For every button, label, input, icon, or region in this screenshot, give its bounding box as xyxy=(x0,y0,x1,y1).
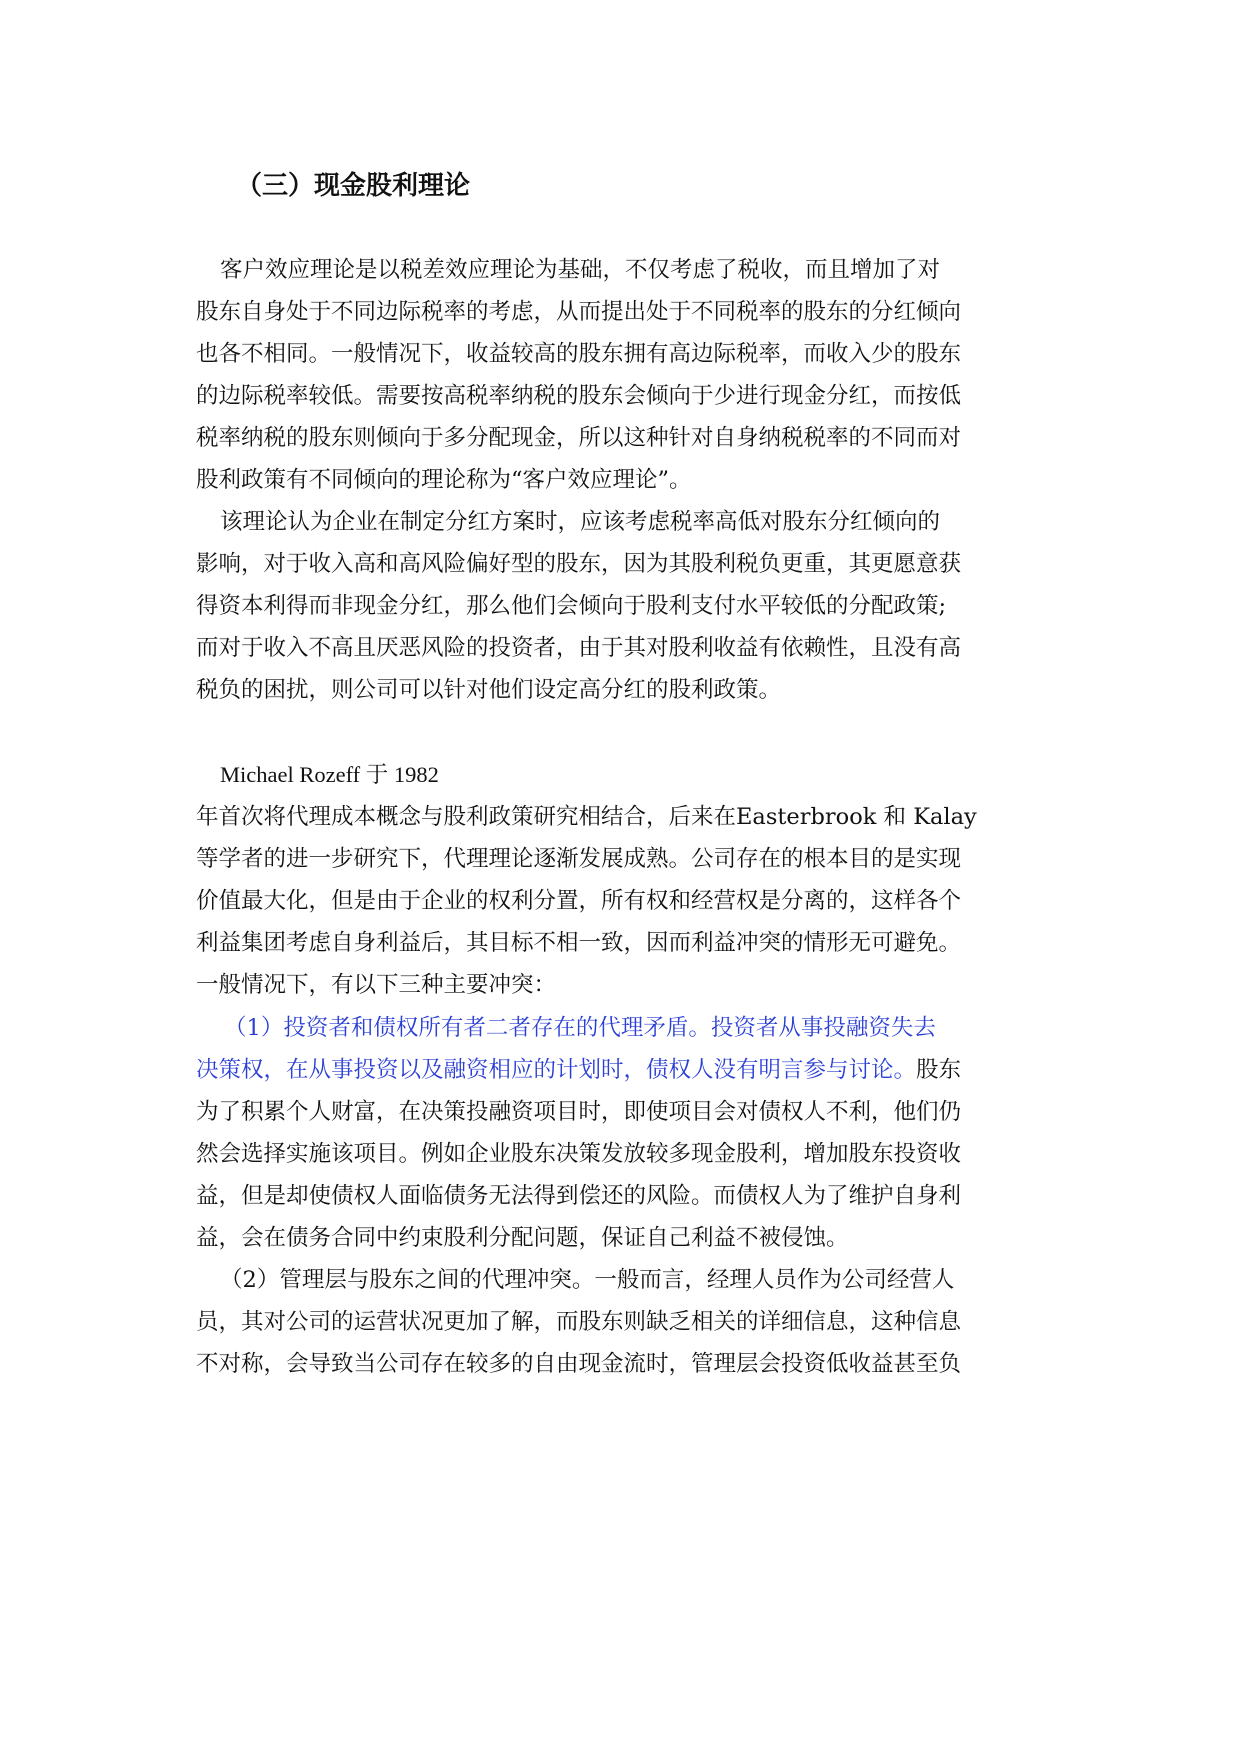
para1-line-3: 也各不相同。一般情况下，收益较高的股东拥有高边际税率，而收入少的股东 xyxy=(196,341,962,367)
para2-line-5: 税负的困扰，则公司可以针对他们设定高分红的股利政策。 xyxy=(196,677,782,703)
para1-line-1: 客户效应理论是以税差效应理论为基础，不仅考虑了税收，而且增加了对 xyxy=(220,257,941,283)
para2-line-4: 而对于收入不高且厌恶风险的投资者，由于其对股利收益有依赖性，且没有高 xyxy=(196,635,962,661)
para3-line-6: 一般情况下，有以下三种主要冲突： xyxy=(196,972,557,998)
para1-line-4: 的边际税率较低。需要按高税率纳税的股东会倾向于少进行现金分红，而按低 xyxy=(196,383,962,409)
para4-line-3: 为了积累个人财富，在决策投融资项目时，即使项目会对债权人不利，他们仍 xyxy=(196,1099,962,1125)
para4-line-1-highlight: （1）投资者和债权所有者二者存在的代理矛盾。投资者从事投融资失去 xyxy=(224,1015,936,1041)
para3-line-1: Michael Rozeff 于 1982 xyxy=(220,762,439,787)
para2-line-3: 得资本利得而非现金分红，那么他们会倾向于股利支付水平较低的分配政策; xyxy=(196,593,947,619)
para1-line-6: 股利政策有不同倾向的理论称为“客户效应理论”。 xyxy=(196,467,692,493)
para2-line-2: 影响，对于收入高和高风险偏好型的股东，因为其股利税负更重，其更愿意获 xyxy=(196,551,962,577)
para3-line-4: 价值最大化，但是由于企业的权利分置，所有权和经营权是分离的，这样各个 xyxy=(196,888,962,914)
para5-line-2: 员，其对公司的运营状况更加了解，而股东则缺乏相关的详细信息，这种信息 xyxy=(196,1309,962,1335)
para4-line-2-tail: 股东 xyxy=(916,1057,962,1083)
section-heading: （三）现金股利理论 xyxy=(236,171,471,201)
para2-line-1: 该理论认为企业在制定分红方案时，应该考虑税率高低对股东分红倾向的 xyxy=(220,509,941,535)
para4-line-4: 然会选择实施该项目。例如企业股东决策发放较多现金股利，增加股东投资收 xyxy=(196,1141,962,1167)
para3-line-3: 等学者的进一步研究下，代理理论逐渐发展成熟。公司存在的根本目的是实现 xyxy=(196,846,962,872)
para4-line-5: 益，但是却使债权人面临债务无法得到偿还的风险。而债权人为了维护自身利 xyxy=(196,1183,962,1209)
para5-line-1: （2）管理层与股东之间的代理冲突。一般而言，经理人员作为公司经营人 xyxy=(220,1267,955,1293)
para5-line-3: 不对称，会导致当公司存在较多的自由现金流时，管理层会投资低收益甚至负 xyxy=(196,1351,962,1377)
para4-line-2 xyxy=(196,1055,961,1085)
para4-line-2-highlight: 决策权，在从事投资以及融资相应的计划时，债权人没有明言参与讨论。 xyxy=(196,1057,917,1083)
para3-line-2: 年首次将代理成本概念与股利政策研究相结合，后来在Easterbrook 和 Kalay xyxy=(196,804,977,830)
para1-line-5: 税率纳税的股东则倾向于多分配现金，所以这种针对自身纳税税率的不同而对 xyxy=(196,425,962,451)
para4-line-6: 益，会在债务合同中约束股利分配问题，保证自己利益不被侵蚀。 xyxy=(196,1225,849,1251)
para1-line-2: 股东自身处于不同边际税率的考虑，从而提出处于不同税率的股东的分红倾向 xyxy=(196,299,962,325)
para3-line-5: 利益集团考虑自身利益后，其目标不相一致，因而利益冲突的情形无可避免。 xyxy=(196,930,962,956)
